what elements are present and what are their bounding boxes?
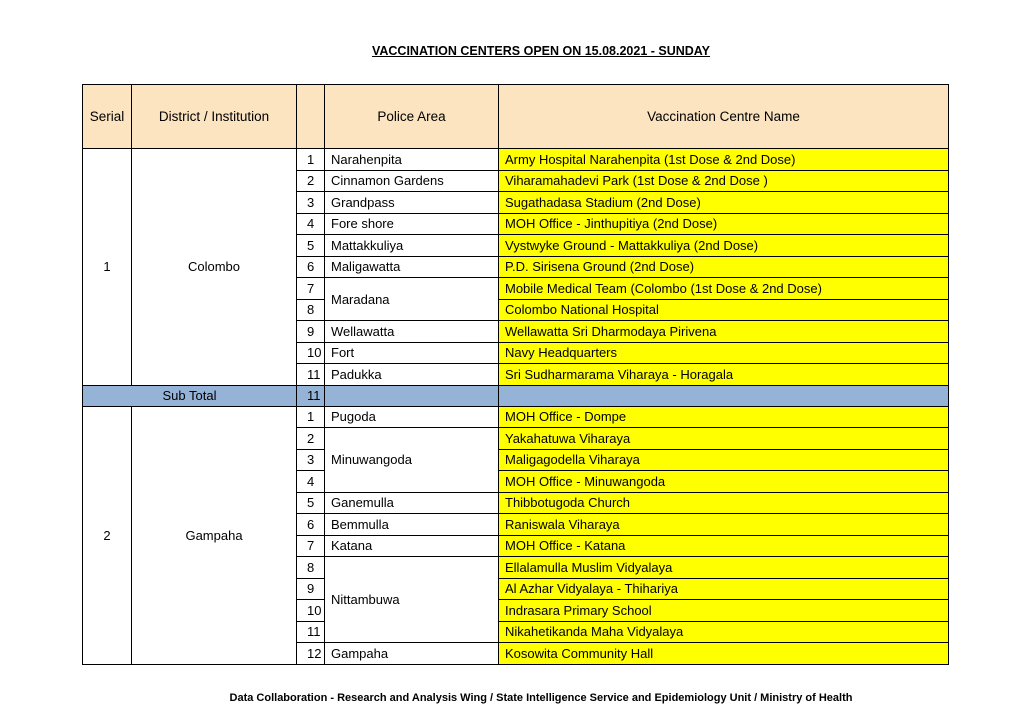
centre-name-cell: MOH Office - Minuwangoda <box>499 471 949 493</box>
subtotal-label: Sub Total <box>83 385 297 406</box>
centre-name-cell: Colombo National Hospital <box>499 299 949 321</box>
serial-cell: 1 <box>83 149 132 386</box>
footer-credit: Data Collaboration - Research and Analysis Wing / State Intelligence Service and Epidemiology Unit / Ministry of Health <box>229 692 853 704</box>
police-area-cell: Bemmulla <box>325 514 499 536</box>
police-area-cell: Gampaha <box>325 643 499 665</box>
row-number: 7 <box>297 278 325 300</box>
row-number: 11 <box>297 364 325 386</box>
centre-name-cell: MOH Office - Katana <box>499 535 949 557</box>
subtotal-row <box>83 385 949 406</box>
row-number: 2 <box>297 428 325 450</box>
header-serial: Serial <box>83 85 132 149</box>
centre-name-cell: Vystwyke Ground - Mattakkuliya (2nd Dose) <box>499 235 949 257</box>
police-area-cell: Ganemulla <box>325 492 499 514</box>
centre-name-cell: MOH Office - Jinthupitiya (2nd Dose) <box>499 213 949 235</box>
centre-name-cell: Al Azhar Vidyalaya - Thihariya <box>499 578 949 600</box>
police-area-cell: Cinnamon Gardens <box>325 170 499 192</box>
row-number: 9 <box>297 578 325 600</box>
police-area-cell: Nittambuwa <box>325 557 499 643</box>
police-area-cell: Grandpass <box>325 192 499 214</box>
centre-name-cell: P.D. Sirisena Ground (2nd Dose) <box>499 256 949 278</box>
page-title: VACCINATION CENTERS OPEN ON 15.08.2021 - SUNDAY <box>371 44 711 58</box>
police-area-cell: Wellawatta <box>325 321 499 343</box>
centre-name-cell: Maligagodella Viharaya <box>499 449 949 471</box>
centre-name-cell: Sugathadasa Stadium (2nd Dose) <box>499 192 949 214</box>
police-area-cell: Minuwangoda <box>325 428 499 493</box>
centre-name-cell: Sri Sudharmarama Viharaya - Horagala <box>499 364 949 386</box>
centre-name-cell: Viharamahadevi Park (1st Dose & 2nd Dose ) <box>499 170 949 192</box>
district-cell: Colombo <box>132 149 297 386</box>
row-number: 6 <box>297 256 325 278</box>
row-number: 8 <box>297 299 325 321</box>
police-area-cell: Pugoda <box>325 406 499 428</box>
centre-name-cell: Indrasara Primary School <box>499 600 949 622</box>
centre-name-cell: Army Hospital Narahenpita (1st Dose & 2nd Dose) <box>499 149 949 171</box>
header-number <box>297 85 325 149</box>
row-number: 4 <box>297 471 325 493</box>
subtotal-value: 11 <box>297 385 325 406</box>
header-district: District / Institution <box>132 85 297 149</box>
centre-name-cell: Yakahatuwa Viharaya <box>499 428 949 450</box>
centre-name-cell: Mobile Medical Team (Colombo (1st Dose & 2nd Dose) <box>499 278 949 300</box>
district-cell: Gampaha <box>132 406 297 664</box>
police-area-cell: Fore shore <box>325 213 499 235</box>
header-police-area: Police Area <box>325 85 499 149</box>
row-number: 3 <box>297 192 325 214</box>
table-row <box>83 406 949 428</box>
row-number: 9 <box>297 321 325 343</box>
centre-name-cell: Wellawatta Sri Dharmodaya Pirivena <box>499 321 949 343</box>
police-area-cell: Narahenpita <box>325 149 499 171</box>
centre-name-cell: MOH Office - Dompe <box>499 406 949 428</box>
row-number: 3 <box>297 449 325 471</box>
centre-name-cell: Kosowita Community Hall <box>499 643 949 665</box>
police-area-cell: Maradana <box>325 278 499 321</box>
police-area-cell: Maligawatta <box>325 256 499 278</box>
vaccination-centres-table <box>82 84 949 665</box>
centre-name-cell: Nikahetikanda Maha Vidyalaya <box>499 621 949 643</box>
centre-name-cell: Raniswala Viharaya <box>499 514 949 536</box>
row-number: 2 <box>297 170 325 192</box>
row-number: 11 <box>297 621 325 643</box>
police-area-cell: Katana <box>325 535 499 557</box>
row-number: 10 <box>297 342 325 364</box>
centre-name-cell: Thibbotugoda Church <box>499 492 949 514</box>
row-number: 4 <box>297 213 325 235</box>
centre-name-cell: Navy Headquarters <box>499 342 949 364</box>
centre-name-cell: Ellalamulla Muslim Vidyalaya <box>499 557 949 579</box>
row-number: 6 <box>297 514 325 536</box>
row-number: 8 <box>297 557 325 579</box>
subtotal-blank <box>499 385 949 406</box>
row-number: 1 <box>297 406 325 428</box>
table-header-row <box>83 85 949 149</box>
row-number: 10 <box>297 600 325 622</box>
row-number: 12 <box>297 643 325 665</box>
police-area-cell: Fort <box>325 342 499 364</box>
row-number: 5 <box>297 492 325 514</box>
table-row <box>83 149 949 171</box>
police-area-cell: Padukka <box>325 364 499 386</box>
row-number: 1 <box>297 149 325 171</box>
subtotal-blank <box>325 385 499 406</box>
serial-cell: 2 <box>83 406 132 664</box>
row-number: 5 <box>297 235 325 257</box>
police-area-cell: Mattakkuliya <box>325 235 499 257</box>
row-number: 7 <box>297 535 325 557</box>
header-centre-name: Vaccination Centre Name <box>499 85 949 149</box>
